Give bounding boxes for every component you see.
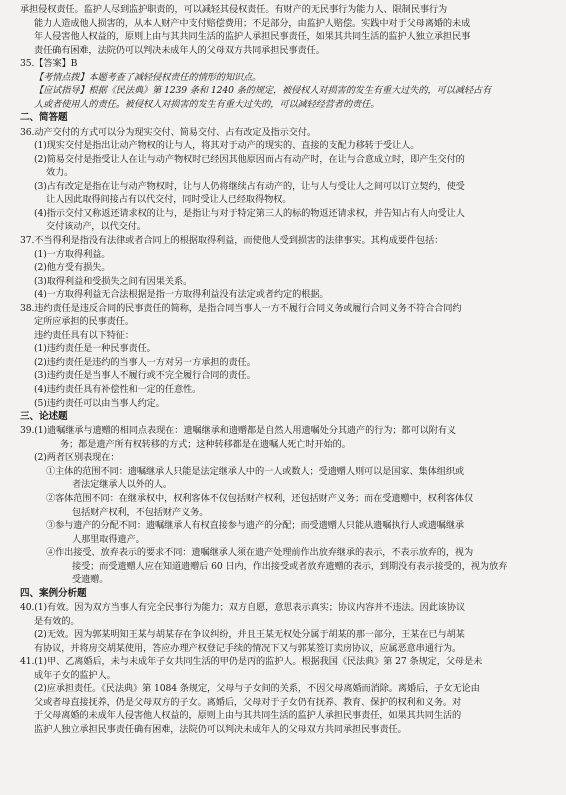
list-item: (2)两者区别表现在：	[34, 452, 120, 464]
text-line: 者法定继承人以外的人。	[72, 479, 172, 491]
list-item: (4)一方取得利益无合法根据是指一方取得利益没有法定或者约定的根据。	[34, 289, 329, 301]
list-item: (3)违约责任是当事人不履行或不完全履行合同的责任。	[34, 370, 256, 382]
list-item: (4)违约责任具有补偿性和一定的任意性。	[34, 383, 202, 395]
list-item: (1)现实交付是指出让动产物权的让与人，将其对于动产的现实的、直接的支配力移转于受让人。	[34, 140, 420, 152]
list-item: ④作出接受、放弃表示的要求不同：遗嘱继承人须在遗产处理前作出放弃继承的表示，不表示放弃的，视为	[46, 547, 474, 559]
text-line: 责任确有困难，法院仍可以判决未成年人的父母双方共同承担民事责任。	[34, 44, 325, 56]
section-heading: 四、案例分析题	[20, 587, 87, 599]
text-line: 包括财产权利，不包括财产义务。	[72, 506, 209, 518]
list-item: (2)简易交付是指受让人在让与动产物权时已经因其他原因而占有动产时，在让与合意成立时，即产生交付的	[34, 153, 465, 165]
text-line: 父或者母直接抚养，仍是父母双方的子女。离婚后，父母对于子女仍有抚养、教育、保护的权利和义务。对	[34, 696, 462, 708]
list-item: ②客体范围不同：在继承权中，权利客体不仅包括财产权利，还包括财产义务；而在受遗赠中，权利客体仅	[46, 493, 474, 504]
text-line: 交付该动产，以代交付。	[46, 221, 146, 233]
text-line: 成年子女的监护人。	[34, 669, 116, 681]
section-heading: 二、简答题	[20, 112, 68, 124]
section-heading: 三、论述题	[20, 411, 68, 423]
exam-point: 【考情点拨】本题考查了减轻侵权责任的情形的知识点。	[34, 71, 262, 83]
text-line: 让人因此取得间接占有以代交付，同时受让人已经取得物权。	[46, 194, 292, 206]
list-item: (3)取得利益和受损失之间有因果关系。	[34, 275, 193, 287]
text-line: 年人侵害他人权益的，原则上由与其共同生活的监护人承担民事责任，如果其共同生活的监护人独立承担民事	[34, 31, 471, 43]
list-item: (1)一方取得利益。	[34, 248, 111, 260]
list-item: (3)占有改定是指在让与动产物权时，让与人仍将继续占有动产的，让与人与受让人之间可以订立契约，使受	[34, 180, 465, 192]
question-37: 37.不当得利是指没有法律或者合同上的根据取得利益，而使他人受到损害的法律事实。其构成要件包括：	[20, 234, 444, 246]
list-item: (2)无效。因为郭某明知王某与胡某存在争议纠纷，并且王某无权处分属于胡某的那一部分，王某在已与胡某	[34, 629, 465, 641]
text-line: 受遗赠。	[72, 574, 109, 586]
text-line: 是有效的。	[34, 615, 80, 627]
list-item: (5)违约责任可以由当事人约定。	[34, 397, 165, 409]
text-line: 违约责任具有以下特征：	[34, 329, 134, 341]
answer-35: 35.【答案】B	[20, 58, 78, 70]
text-line: 定所应承担的民事责任。	[34, 316, 134, 328]
text-line: 务；都是遗产所有权转移的方式；这种转移都是在遗嘱人死亡时开始的。	[60, 438, 351, 450]
question-36: 36.动产交付的方式可以分为现实交付、简易交付、占有改定及指示交付。	[20, 126, 317, 138]
list-item: (2)违约责任是违约的当事人一方对另一方承担的责任。	[34, 356, 256, 368]
text-line: 效力。	[46, 167, 74, 179]
text-line: 承担侵权责任。监护人尽到监护职责的，可以减轻其侵权责任。有财产的无民事行为能力人、限制民事行为	[20, 4, 448, 15]
list-item: ③参与遗产的分配不同：遗嘱继承人有权直接参与遗产的分配；而受遗赠人只能从遗嘱执行人或遗嘱继承	[46, 520, 465, 532]
text-line: 人那里取得遗产。	[72, 533, 145, 545]
text-line: 接受；而受遗赠人应在知道遗赠后 60 日内，作出接受或者放弃遗赠的表示，到期没有表示接受的，视为放弃	[72, 560, 508, 572]
question-41: 41.(1)甲、乙离婚后，未与未成年子女共同生活的甲仍是丙的监护人。根据我国《民法典》第 27 条规定，父母是未	[20, 656, 483, 668]
list-item: ①主体的范围不同：遗嘱继承人只能是法定继承人中的一人或数人；受遗赠人则可以是国家、集体组织或	[46, 465, 465, 477]
text-line: 监护人独立承担民事责任确有困难，法院仍可以判决未成年人的父母双方共同承担民事责任。	[34, 723, 407, 735]
list-item: (1)违约责任是一种民事责任。	[34, 343, 156, 355]
text-line: 能力人造成他人损害的，从本人财产中支付赔偿费用；不足部分，由监护人赔偿。实践中对于父母离婚的未成	[34, 17, 471, 29]
text-line: 有协议，并将房交胡某使用，答应办理产权登记手续的情况下又与郭某签订卖房协议，应属恶意串通行为。	[34, 642, 462, 654]
list-item: (2)他方受有损失。	[34, 262, 111, 274]
question-39: 39.(1)遗嘱继承与遗赠的相同点表现在：遗嘱继承和遗赠都是自然人用遗嘱处分其遗产的行为；都可以附有义	[20, 425, 456, 437]
exam-guide: 【应试指导】根据《民法典》第 1239 条和 1240 条的规定，被侵权人对损害的发生有重大过失的，可以减轻占有	[34, 85, 492, 97]
question-38: 38.违约责任是违反合同的民事责任的简称，是指合同当事人一方不履行合同义务或履行合同义务不符合合同约	[20, 302, 462, 314]
text-line: 人或者使用人的责任。被侵权人对损害的发生有重大过失的，可以减轻经营者的责任。	[34, 98, 380, 110]
question-40: 40.(1)有效。因为双方当事人有完全民事行为能力；双方自愿，意思表示真实；协议内容并不违法。因此该协议	[20, 602, 466, 614]
list-item: (2)应承担责任。《民法典》第 1084 条规定，父母与子女间的关系，不因父母离婚而消除。离婚后，子女无论由	[34, 683, 480, 695]
list-item: (4)指示交付又称返还请求权的让与，是指让与对于特定第三人的标的物返还请求权，并告知占有人向受让人	[34, 207, 465, 219]
text-line: 于父母离婚的未成年人侵害他人权益的，原则上由与其共同生活的监护人承担民事责任，如果其共同生活的	[34, 710, 462, 722]
